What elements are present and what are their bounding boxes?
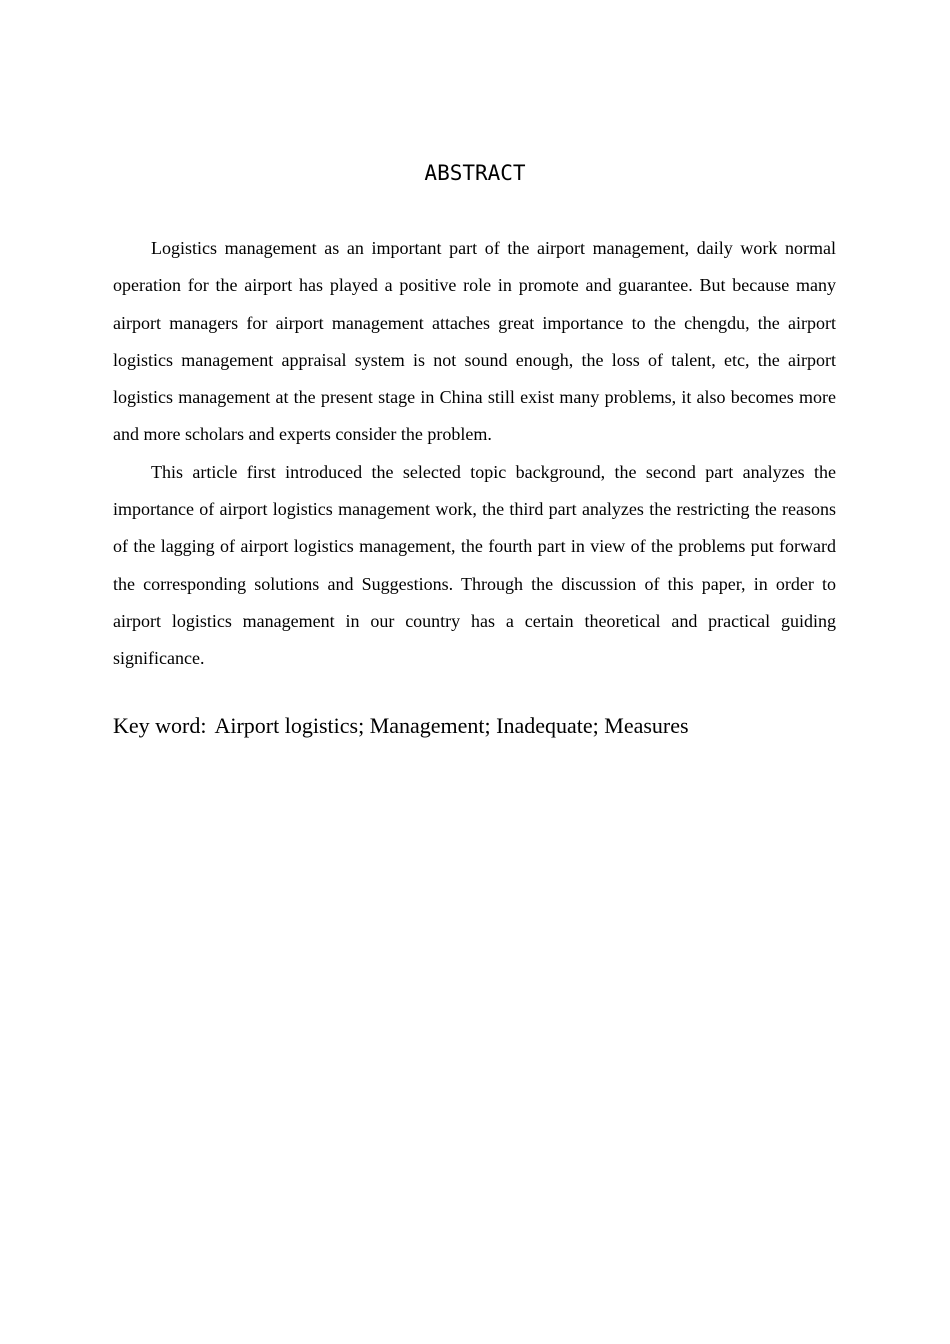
keywords-list: Airport logistics; Management; Inadequate; Measures — [214, 713, 689, 738]
abstract-paragraph-2: This article first introduced the selected topic background, the second part analyzes the importance of airport logistics management work, the third part analyzes the restricting the reasons of the lagging of airport logistics management, the fourth part in view of the problems put forward the corresponding solutions and Suggestions. Through the discussion of this paper, in order to airport logistics management in our country has a certain theoretical and practical guiding significance. — [113, 461, 836, 669]
keywords-label: Key word: — [113, 713, 207, 738]
abstract-body — [113, 230, 836, 678]
keywords-line — [113, 710, 873, 742]
abstract-paragraph-1: Logistics management as an important part of the airport management, daily work normal operation for the airport has played a positive role in promote and guarantee. But because many airport managers for airport management attaches great importance to the chengdu, the airport logistics management appraisal system is not sound enough, the loss of talent, etc, the airport logistics management at the present stage in China still exist many problems, it also becomes more and more scholars and experts consider the problem. — [113, 238, 836, 445]
abstract-title: ABSTRACT — [424, 161, 526, 185]
